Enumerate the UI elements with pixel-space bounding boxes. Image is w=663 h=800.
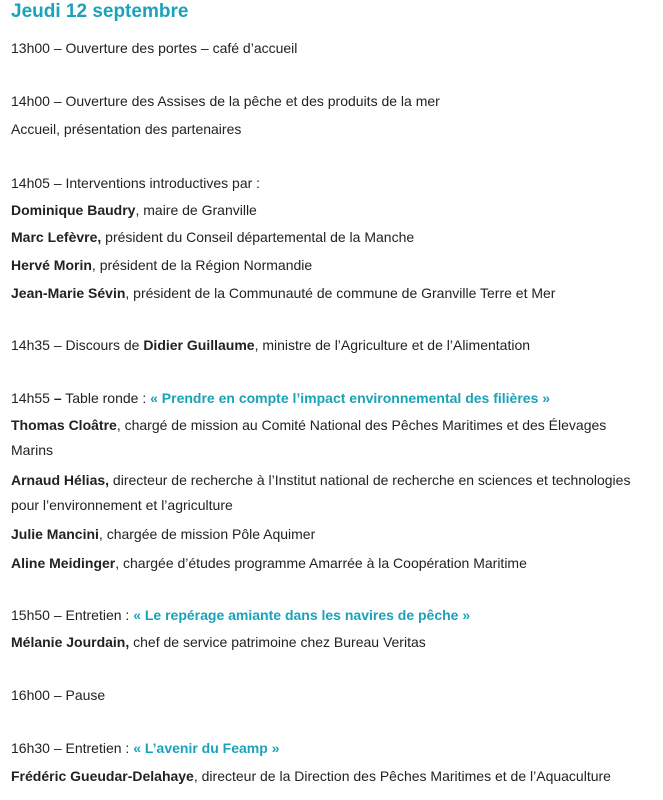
speaker-name: Marc Lefèvre, [11,229,102,245]
agenda-text: 14h05 – Interventions introductives par : [11,175,261,191]
speaker-name: Dominique Baudry [11,202,136,218]
speaker-line [11,522,655,547]
speaker-line [11,630,655,655]
speaker-role: , directeur de la Direction des Pêches Maritimes et de l’Aquaculture [193,768,611,784]
agenda-item-interview-feamp [11,736,655,761]
agenda-item-opening-assises [11,89,655,114]
agenda-text: 16h00 – Pause [11,687,106,703]
session-topic: « Prendre en compte l’impact environnemental des filières » [150,390,551,406]
agenda-item-break [11,683,655,708]
speaker-name: Arnaud Hélias, [11,472,110,488]
agenda-label: Table ronde : [61,390,151,406]
speaker-line [11,551,655,576]
speaker-role: , président de la Communauté de commune de Granville Terre et Mer [125,285,556,301]
speaker-role: directeur de recherche à l’Institut national de recherche en sciences et technologies pour l’environnement et l’agriculture [11,472,631,513]
speaker-name: Hervé Morin [11,257,92,273]
speaker-line [11,225,655,250]
speaker-role: , chargée d’études programme Amarrée à la Coopération Maritime [115,555,527,571]
speaker-name: Frédéric Gueudar-Delahaye [11,768,194,784]
speaker-name: Mélanie Jourdain, [11,634,130,650]
agenda-subtext [11,117,655,142]
speaker-role: , maire de Granville [135,202,257,218]
speaker-name: Thomas Cloâtre [11,417,117,433]
agenda-text: 13h00 – Ouverture des portes – café d’accueil [11,40,298,56]
speaker-role: , ministre de l’Agriculture et de l’Alimentation [254,337,531,353]
speaker-role: , chargée de mission Pôle Aquimer [98,526,316,542]
speaker-role: chef de service patrimoine chez Bureau Veritas [129,634,426,650]
agenda-text: 14h00 – Ouverture des Assises de la pêche et des produits de la mer [11,93,440,109]
agenda-time: 14h55 [11,390,54,406]
agenda-dash: – [53,390,62,406]
speaker-name: Julie Mancini [11,526,99,542]
speaker-line [11,413,641,463]
agenda-label: 15h50 – Entretien : [11,607,134,623]
speaker-line [11,764,655,789]
speaker-line [11,253,655,278]
agenda-text: 14h35 – Discours de [11,337,144,353]
speaker-name: Aline Meidinger [11,555,116,571]
agenda-item-opening-doors [11,36,655,61]
speaker-name: Didier Guillaume [143,337,255,353]
speaker-role: , chargé de mission au Comité National des Pêches Maritimes et des Élevages Marins [11,417,607,458]
speaker-line [11,468,641,518]
speaker-role: , président de la Région Normandie [91,257,313,273]
session-topic: « Le repérage amiante dans les navires de pêche » [133,607,471,623]
speaker-name: Jean-Marie Sévin [11,285,126,301]
speaker-role: président du Conseil départemental de la Manche [101,229,415,245]
agenda-item-interview-asbestos [11,603,655,628]
agenda-label: 16h30 – Entretien : [11,740,134,756]
session-topic: « L’avenir du Feamp » [133,740,280,756]
agenda-item-interventions [11,171,655,196]
speaker-line [11,281,655,306]
speaker-line [11,198,655,223]
agenda-item-round-table [11,386,655,411]
agenda-text: Accueil, présentation des partenaires [11,121,242,137]
day-title: Jeudi 12 septembre [11,1,189,22]
agenda-item-speech [11,333,655,358]
